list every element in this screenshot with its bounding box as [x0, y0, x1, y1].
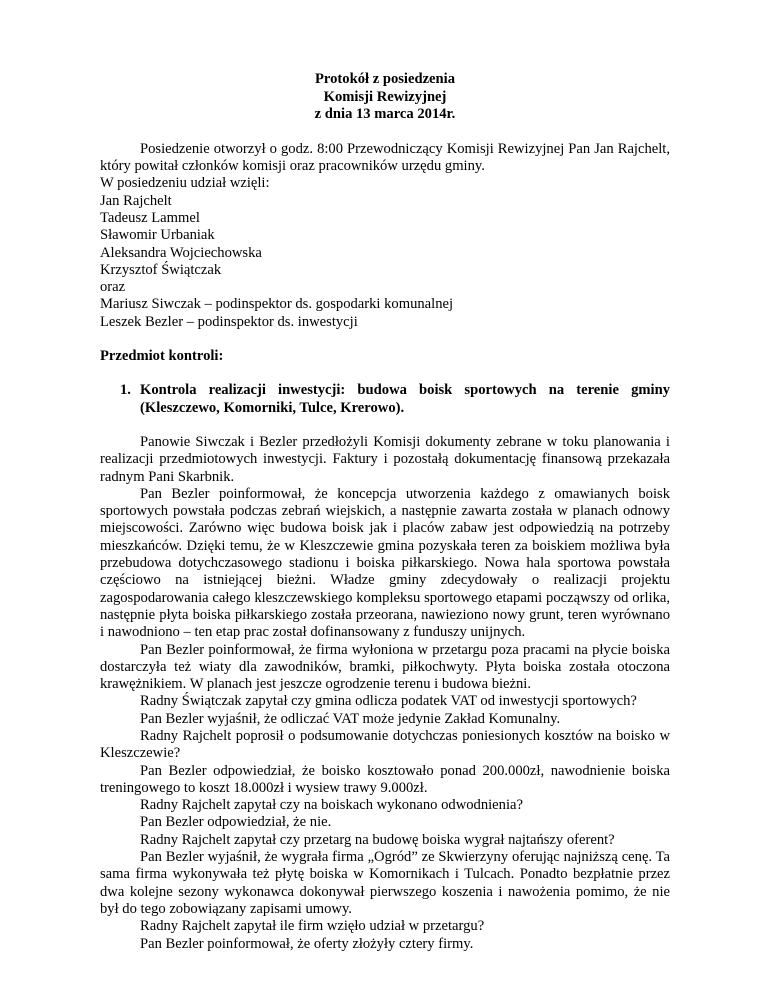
control-item [120, 382, 670, 417]
body-paragraph: Radny Rajchelt zapytał czy na boiskach wykonano odwodnienia? [140, 797, 523, 814]
title-line: Komisji Rewizyjnej [323, 88, 447, 105]
attendee: Sławomir Urbaniak [100, 227, 215, 244]
attendee: Aleksandra Wojciechowska [100, 244, 262, 261]
title-line: z dnia 13 marca 2014r. [314, 106, 456, 123]
body-paragraph: Pan Bezler poinformował, że oferty złożyły cztery firmy. [140, 935, 474, 952]
attendee-list [100, 193, 670, 331]
body-paragraph: Pan Bezler odpowiedział, że nie. [140, 814, 332, 831]
attendee: Krzysztof Świątczak [100, 261, 222, 278]
title-line: Protokół z posiedzenia [315, 71, 455, 87]
body-paragraph: Panowie Siwczak i Bezler przedłożyli Komisji dokumenty zebrane w toku planowania i realizacji przedmiotowych inwestycji. Faktury i pozostałą dokumentację finansową przekazała radnym Pani Skarbnik. [100, 433, 670, 485]
attendance-intro: W posiedzeniu udział wzięli: [100, 175, 270, 192]
minutes-body [100, 434, 670, 953]
attendee: Tadeusz Lammel [100, 209, 200, 226]
attendee: Jan Rajchelt [100, 192, 172, 209]
document-page [100, 71, 670, 953]
body-paragraph: Radny Rajchelt zapytał ile firm wzięło udział w przetargu? [140, 918, 485, 935]
attendee: Leszek Bezler – podinspektor ds. inwestycji [100, 313, 358, 330]
body-paragraph: Pan Bezler poinformował, że firma wyłoniona w przetargu poza pracami na płycie boiska dostarczyła też wiaty dla zawodników, bramki, piłkochwyty. Płyta boiska została otoczona krawężnikiem. W planach jest jeszcze ogrodzenie terenu i budowa bieżni. [100, 641, 670, 693]
body-paragraph: Radny Świątczak zapytał czy gmina odlicza podatek VAT od inwestycji sportowych? [140, 693, 637, 710]
attendee: oraz [100, 279, 126, 296]
body-paragraph: Pan Bezler poinformował, że koncepcja utworzenia każdego z omawianych boisk sportowych powstała podczas zebrań wiejskich, a następnie zawarta została w planach odnowy miejscowości. Zarówno więc budowa boisk jak i placów zabaw jest odpowiedzią na potrzeby mieszkańców. Dzięki temu, że w Kleszczewie gmina pozyskała teren za boiskiem możliwa była przebudowa dotychczasowego stadionu i boiska piłkarskiego. Nowa hala sportowa powstała częściowo na istniejącej bieżni. Władze gminy zdecydowały o realizacji projektu zagospodarowania całego kleszczewskiego kompleksu sportowego etapami począwszy od orlika, następnie płyta boiska piłkarskiego została przeorana, nawieziono nowy grunt, teren wyrównano i nawodniono – ten etap prac został dofinansowany z funduszy unijnych. [100, 485, 670, 641]
body-paragraph: Radny Rajchelt poprosił o podsumowanie dotychczas poniesionych kosztów na boisko w Kleszczewie? [100, 727, 670, 762]
body-paragraph: Pan Bezler odpowiedział, że boisko kosztowało ponad 200.000zł, nawodnienie boiska treningowego to koszt 18.000zł i wysiew trawy 9.000zł. [100, 762, 670, 796]
body-paragraph: Pan Bezler wyjaśnił, że wygrała firma „Ogród” ze Skwierzyny oferując najniższą cenę. Ta sama firma wykonywała też płytę boiska w Komornikach i Tulcach. Ponadto bezpłatnie przez dwa kolejne sezony wykonawca dokonywał pierwszego koszenia i nawożenia pomimo, że nie był do tego zobowiązany zapisami umowy. [100, 849, 670, 917]
document-title [100, 71, 670, 124]
item-text: Kontrola realizacji inwestycji: budowa boisk sportowych na terenie gminy (Kleszczewo, Komorniki, Tulce, Krerowo). [140, 382, 670, 416]
opening-paragraph: Posiedzenie otworzył o godz. 8:00 Przewodniczący Komisji Rewizyjnej Pan Jan Rajchelt, który powitał członków komisji oraz pracowników urzędu gminy. [100, 140, 670, 175]
body-paragraph: Pan Bezler wyjaśnił, że odliczać VAT może jedynie Zakład Komunalny. [140, 710, 561, 727]
body-paragraph: Radny Rajchelt zapytał czy przetarg na budowę boiska wygrał najtańszy oferent? [140, 831, 615, 848]
item-number: 1. [120, 382, 131, 399]
subject-heading: Przedmiot kontroli: [100, 348, 224, 365]
attendee: Mariusz Siwczak – podinspektor ds. gospodarki komunalnej [100, 296, 454, 313]
